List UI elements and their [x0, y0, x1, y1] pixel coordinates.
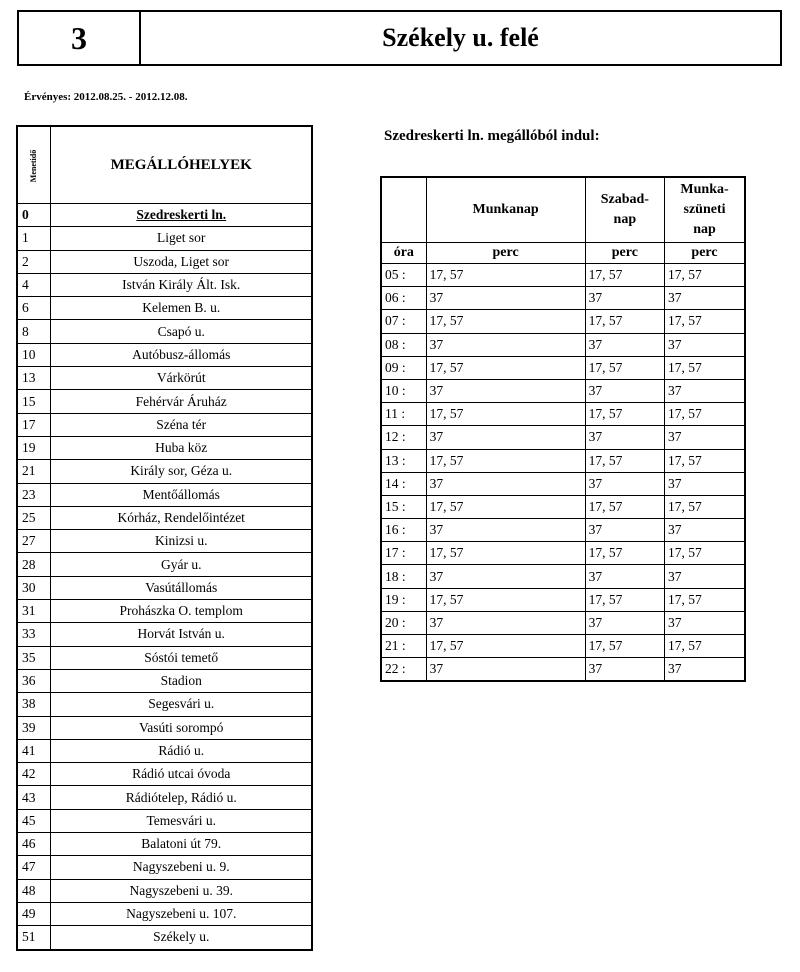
- stop-travel-minutes: 2: [17, 250, 51, 273]
- hour-cell: 12 :: [381, 426, 426, 449]
- stop-name-cell: [51, 833, 312, 856]
- departure-row: [381, 403, 745, 426]
- stop-row: [17, 530, 312, 553]
- route-header: [17, 10, 782, 66]
- holiday-minutes: 17, 57: [665, 264, 745, 287]
- stop-name-cell: [51, 809, 312, 832]
- stop-name: Segesvári u.: [148, 696, 215, 712]
- holiday-minutes: 37: [665, 426, 745, 449]
- stop-name: Vasútállomás: [145, 579, 218, 595]
- stop-name-cell: [51, 926, 312, 950]
- holiday-minutes: 37: [665, 611, 745, 634]
- stop-name-cell: [51, 483, 312, 506]
- stops-table: [16, 125, 313, 951]
- stop-row: [17, 460, 312, 483]
- hour-cell: 10 :: [381, 379, 426, 402]
- stop-travel-minutes: 36: [17, 669, 51, 692]
- departure-row: [381, 635, 745, 658]
- departure-row: [381, 472, 745, 495]
- departure-row: [381, 565, 745, 588]
- saturday-minutes: 17, 57: [585, 588, 664, 611]
- workday-minutes: 17, 57: [426, 356, 585, 379]
- stop-travel-minutes: 8: [17, 320, 51, 343]
- hour-cell: 18 :: [381, 565, 426, 588]
- hour-cell: 09 :: [381, 356, 426, 379]
- stop-name-cell: [51, 273, 312, 296]
- holiday-minutes: 37: [665, 333, 745, 356]
- stop-name: Kórház, Rendelőintézet: [117, 510, 245, 525]
- holiday-minutes: 17, 57: [665, 542, 745, 565]
- saturday-minutes: 37: [585, 333, 664, 356]
- stop-row: [17, 343, 312, 366]
- stop-name: Csapó u.: [157, 323, 205, 339]
- stop-travel-minutes: 48: [17, 879, 51, 902]
- saturday-minutes: 37: [585, 426, 664, 449]
- workday-minutes: 37: [426, 426, 585, 449]
- stop-travel-minutes: 0: [17, 204, 51, 227]
- stop-row: [17, 204, 312, 227]
- stop-name-cell: [51, 716, 312, 739]
- stop-name: Nagyszebeni u. 107.: [126, 906, 237, 922]
- workday-minutes: 37: [426, 658, 585, 682]
- departure-row: [381, 495, 745, 518]
- saturday-minutes: 17, 57: [585, 449, 664, 472]
- route-direction: Székely u. felé: [382, 23, 539, 52]
- stop-name: Autóbusz-állomás: [132, 346, 231, 362]
- holiday-minutes: 37: [665, 472, 745, 495]
- hour-column-header-blank: [381, 177, 426, 243]
- stop-row: [17, 297, 312, 320]
- stop-row: [17, 623, 312, 646]
- stop-row: [17, 273, 312, 296]
- stop-name: Nagyszebeni u. 9.: [132, 859, 230, 875]
- hour-label: óra: [381, 243, 426, 264]
- stop-name-cell: [51, 460, 312, 483]
- stop-travel-minutes: 6: [17, 297, 51, 320]
- departure-row: [381, 379, 745, 402]
- stop-travel-minutes: 17: [17, 413, 51, 436]
- stop-name-cell: [51, 856, 312, 879]
- stop-name-cell: [51, 320, 312, 343]
- stop-travel-minutes: 45: [17, 809, 51, 832]
- hour-cell: 16 :: [381, 519, 426, 542]
- stop-name: Mentőállomás: [142, 486, 220, 502]
- hour-cell: 15 :: [381, 495, 426, 518]
- holiday-minutes: 17, 57: [665, 635, 745, 658]
- stop-name: Rádió utcai óvoda: [132, 766, 231, 782]
- holiday-minutes: 37: [665, 565, 745, 588]
- saturday-minutes: 37: [585, 472, 664, 495]
- departure-row: [381, 449, 745, 472]
- stop-travel-minutes: 15: [17, 390, 51, 413]
- stop-travel-minutes: 19: [17, 436, 51, 459]
- stop-name-cell: [51, 390, 312, 413]
- stop-name-cell: [51, 553, 312, 576]
- departure-row: [381, 426, 745, 449]
- holiday-minutes: 37: [665, 519, 745, 542]
- hour-cell: 14 :: [381, 472, 426, 495]
- stop-name: Temesvári u.: [146, 812, 216, 828]
- stop-row: [17, 879, 312, 902]
- stop-row: [17, 902, 312, 925]
- holiday-column-header: Munka- szüneti nap: [665, 177, 745, 243]
- saturday-minutes: 37: [585, 611, 664, 634]
- workday-minutes: 17, 57: [426, 449, 585, 472]
- stop-travel-minutes: 1: [17, 227, 51, 250]
- departures-table: [380, 176, 746, 682]
- stop-row: [17, 483, 312, 506]
- minute-label-holiday: perc: [665, 243, 745, 264]
- departure-row: [381, 310, 745, 333]
- stop-row: [17, 320, 312, 343]
- stop-row: [17, 786, 312, 809]
- stop-row: [17, 669, 312, 692]
- stop-name-cell: [51, 600, 312, 623]
- saturday-minutes: 17, 57: [585, 542, 664, 565]
- stop-name-cell: [51, 506, 312, 529]
- route-number: 3: [19, 12, 141, 64]
- stop-travel-minutes: 43: [17, 786, 51, 809]
- stop-travel-minutes: 47: [17, 856, 51, 879]
- stop-name-cell: [51, 367, 312, 390]
- stop-row: [17, 646, 312, 669]
- workday-minutes: 37: [426, 611, 585, 634]
- stop-name: Fehérvár Áruház: [135, 393, 227, 409]
- holiday-minutes: 37: [665, 658, 745, 682]
- stop-travel-minutes: 49: [17, 902, 51, 925]
- stop-name-cell: [51, 786, 312, 809]
- stop-travel-minutes: 51: [17, 926, 51, 950]
- stop-name-cell: [51, 413, 312, 436]
- stop-travel-minutes: 39: [17, 716, 51, 739]
- stop-travel-minutes: 27: [17, 530, 51, 553]
- holiday-minutes: 17, 57: [665, 495, 745, 518]
- saturday-column-header: Szabad- nap: [585, 177, 664, 243]
- workday-minutes: 17, 57: [426, 310, 585, 333]
- hour-cell: 13 :: [381, 449, 426, 472]
- stop-name: István Király Ált. Isk.: [122, 277, 241, 293]
- hour-cell: 08 :: [381, 333, 426, 356]
- stop-name: Várkörút: [156, 370, 206, 386]
- stop-travel-minutes: 42: [17, 763, 51, 786]
- stop-name: Rádió u.: [158, 742, 205, 758]
- workday-minutes: 17, 57: [426, 264, 585, 287]
- stop-name: Kinizsi u.: [154, 533, 208, 549]
- stop-name: Szedreskerti ln.: [136, 207, 227, 223]
- stop-name: Nagyszebeni u. 39.: [129, 882, 233, 898]
- stop-name-cell: [51, 297, 312, 320]
- stop-name-cell: [51, 227, 312, 250]
- saturday-minutes: 17, 57: [585, 356, 664, 379]
- stop-name-cell: [51, 646, 312, 669]
- timetable-title: Szedreskerti ln. megállóból indul:: [384, 128, 600, 144]
- stop-name: Király sor, Géza u.: [130, 463, 233, 479]
- stop-travel-minutes: 10: [17, 343, 51, 366]
- workday-column-header: Munkanap: [426, 177, 585, 243]
- stop-travel-minutes: 33: [17, 623, 51, 646]
- stop-name-cell: [51, 739, 312, 762]
- workday-minutes: 17, 57: [426, 495, 585, 518]
- stop-name: Kelemen B. u.: [142, 300, 221, 316]
- saturday-minutes: 37: [585, 519, 664, 542]
- departure-row: [381, 658, 745, 682]
- saturday-minutes: 17, 57: [585, 310, 664, 333]
- departure-row: [381, 542, 745, 565]
- stop-name-cell: [51, 204, 312, 227]
- minute-label-workday: perc: [426, 243, 585, 264]
- stop-row: [17, 739, 312, 762]
- workday-minutes: 37: [426, 565, 585, 588]
- saturday-minutes: 17, 57: [585, 264, 664, 287]
- stop-name-cell: [51, 763, 312, 786]
- stop-name: Széna tér: [156, 416, 207, 432]
- hour-cell: 11 :: [381, 403, 426, 426]
- stop-travel-minutes: 21: [17, 460, 51, 483]
- holiday-minutes: 17, 57: [665, 310, 745, 333]
- hour-cell: 06 :: [381, 287, 426, 310]
- stop-name-cell: [51, 436, 312, 459]
- stop-name-cell: [51, 623, 312, 646]
- stop-name: Vasúti sorompó: [139, 719, 224, 735]
- hour-cell: 21 :: [381, 635, 426, 658]
- stop-name: Rádiótelep, Rádió u.: [125, 789, 237, 805]
- stop-name-cell: [51, 669, 312, 692]
- stop-row: [17, 716, 312, 739]
- stop-travel-minutes: 46: [17, 833, 51, 856]
- stop-travel-minutes: 4: [17, 273, 51, 296]
- stop-name: Huba köz: [155, 440, 208, 456]
- minute-label-saturday: perc: [585, 243, 664, 264]
- stop-row: [17, 576, 312, 599]
- stop-name: Horvát István u.: [137, 626, 225, 642]
- workday-minutes: 37: [426, 379, 585, 402]
- stops-column-header: MEGÁLLÓHELYEK: [51, 126, 312, 204]
- stop-name: Uszoda, Liget sor: [133, 253, 230, 269]
- departure-row: [381, 287, 745, 310]
- workday-minutes: 17, 57: [426, 588, 585, 611]
- saturday-minutes: 17, 57: [585, 635, 664, 658]
- stop-row: [17, 390, 312, 413]
- holiday-minutes: 17, 57: [665, 449, 745, 472]
- saturday-minutes: 37: [585, 658, 664, 682]
- stop-travel-minutes: 23: [17, 483, 51, 506]
- holiday-minutes: 17, 57: [665, 588, 745, 611]
- workday-minutes: 17, 57: [426, 635, 585, 658]
- stop-name: Sóstói temető: [144, 649, 219, 665]
- stop-row: [17, 763, 312, 786]
- stop-row: [17, 436, 312, 459]
- saturday-minutes: 37: [585, 379, 664, 402]
- stop-travel-minutes: 31: [17, 600, 51, 623]
- workday-minutes: 37: [426, 333, 585, 356]
- stop-name: Székely u.: [153, 929, 210, 945]
- workday-minutes: 37: [426, 287, 585, 310]
- hour-cell: 20 :: [381, 611, 426, 634]
- stop-row: [17, 367, 312, 390]
- hour-cell: 07 :: [381, 310, 426, 333]
- workday-minutes: 37: [426, 472, 585, 495]
- stop-travel-minutes: 35: [17, 646, 51, 669]
- stop-name: Prohászka O. templom: [119, 603, 243, 619]
- stop-travel-minutes: 28: [17, 553, 51, 576]
- saturday-minutes: 17, 57: [585, 403, 664, 426]
- departure-row: [381, 333, 745, 356]
- holiday-minutes: 17, 57: [665, 356, 745, 379]
- stop-travel-minutes: 41: [17, 739, 51, 762]
- stop-row: [17, 600, 312, 623]
- stop-name: Balatoni út 79.: [141, 836, 222, 852]
- departure-row: [381, 611, 745, 634]
- stop-name: Stadion: [160, 673, 202, 689]
- stop-name-cell: [51, 902, 312, 925]
- stop-name-cell: [51, 879, 312, 902]
- stop-name-cell: [51, 343, 312, 366]
- stop-row: [17, 553, 312, 576]
- stop-row: [17, 809, 312, 832]
- stop-name-cell: [51, 250, 312, 273]
- workday-minutes: 17, 57: [426, 542, 585, 565]
- validity-period: Érvényes: 2012.08.25. - 2012.12.08.: [24, 91, 188, 103]
- hour-cell: 05 :: [381, 264, 426, 287]
- stop-name: Gyár u.: [160, 556, 202, 572]
- stop-row: [17, 227, 312, 250]
- hour-cell: 17 :: [381, 542, 426, 565]
- stop-row: [17, 413, 312, 436]
- workday-minutes: 17, 57: [426, 403, 585, 426]
- stop-name: Liget sor: [157, 230, 206, 246]
- stop-name-cell: [51, 530, 312, 553]
- stop-row: [17, 833, 312, 856]
- hour-cell: 19 :: [381, 588, 426, 611]
- departure-row: [381, 519, 745, 542]
- stop-row: [17, 250, 312, 273]
- stop-travel-minutes: 38: [17, 693, 51, 716]
- stop-row: [17, 926, 312, 950]
- saturday-minutes: 37: [585, 287, 664, 310]
- departure-row: [381, 356, 745, 379]
- stop-name-cell: [51, 693, 312, 716]
- holiday-minutes: 37: [665, 379, 745, 402]
- stop-row: [17, 693, 312, 716]
- stop-name-cell: [51, 576, 312, 599]
- departure-row: [381, 588, 745, 611]
- minutes-column-header: Menetidő: [17, 126, 51, 204]
- stop-travel-minutes: 25: [17, 506, 51, 529]
- workday-minutes: 37: [426, 519, 585, 542]
- hour-cell: 22 :: [381, 658, 426, 682]
- stop-travel-minutes: 13: [17, 367, 51, 390]
- stop-travel-minutes: 30: [17, 576, 51, 599]
- departure-row: [381, 264, 745, 287]
- stop-row: [17, 856, 312, 879]
- holiday-minutes: 17, 57: [665, 403, 745, 426]
- stop-row: [17, 506, 312, 529]
- saturday-minutes: 37: [585, 565, 664, 588]
- saturday-minutes: 17, 57: [585, 495, 664, 518]
- holiday-minutes: 37: [665, 287, 745, 310]
